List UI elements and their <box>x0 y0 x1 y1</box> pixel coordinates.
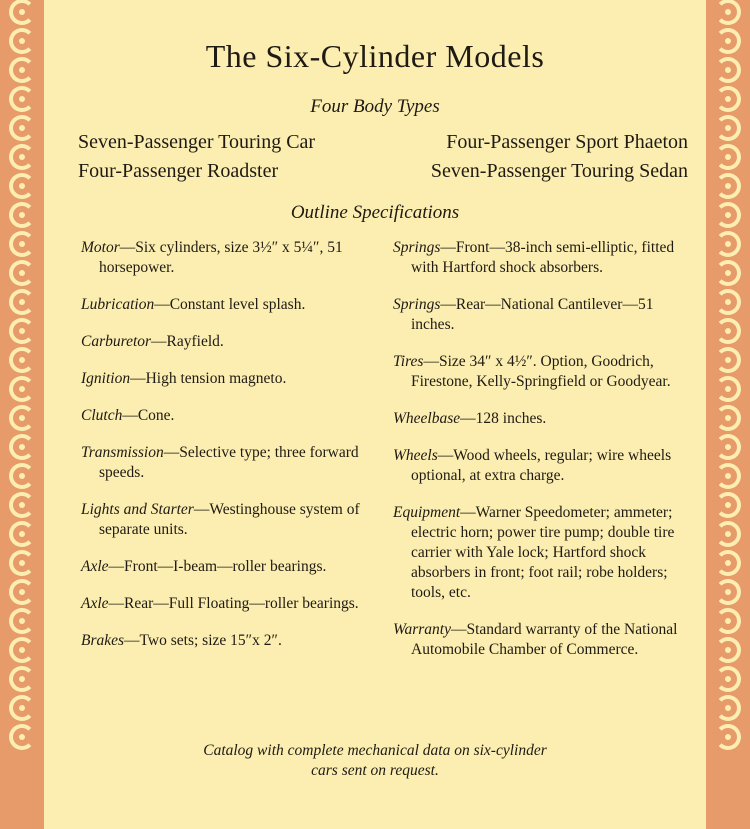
scroll-ornament-icon <box>715 550 741 576</box>
scroll-ornament-icon <box>715 347 741 373</box>
spec-text: —Front—38-inch semi-elliptic, fitted with Hartford shock absorbers. <box>411 239 675 276</box>
scroll-ornament-icon <box>9 579 35 605</box>
spec-text: —Rear—National Cantilever—51 inches. <box>411 296 654 333</box>
left-scroll-border <box>0 0 44 829</box>
scroll-ornament-icon <box>715 434 741 460</box>
scroll-ornament-icon <box>715 608 741 634</box>
scroll-ornament-icon <box>9 86 35 112</box>
scroll-ornament-icon <box>9 289 35 315</box>
spec-term: Axle <box>81 595 109 612</box>
scroll-ornament-icon <box>715 231 741 257</box>
spec-text: —Rear—Full Floating—roller bearings. <box>108 595 359 612</box>
spec-item <box>81 332 366 352</box>
spec-item <box>81 295 366 315</box>
spec-item <box>81 631 366 651</box>
spec-term: Brakes <box>81 632 125 649</box>
spec-term: Ignition <box>81 370 131 387</box>
scroll-ornament-icon <box>715 318 741 344</box>
scroll-ornament-icon <box>715 0 741 25</box>
spec-text: —Standard warranty of the National Automobile Chamber of Commerce. <box>411 621 678 658</box>
scroll-ornament-icon <box>9 173 35 199</box>
body-type: Four-Passenger Sport Phaeton <box>446 131 688 153</box>
spec-term: Springs <box>393 296 441 313</box>
scroll-ornament-icon <box>715 173 741 199</box>
body-types-row <box>78 157 688 186</box>
catalog-note-line: Catalog with complete mechanical data on six-cylinder <box>203 742 547 759</box>
scroll-ornament-icon <box>715 521 741 547</box>
scroll-ornament-icon <box>715 28 741 54</box>
scroll-ornament-icon <box>715 579 741 605</box>
scroll-ornament-icon <box>715 724 741 750</box>
spec-term: Tires <box>393 353 424 370</box>
spec-term: Motor <box>81 239 120 256</box>
spec-text: —Selective type; three forward speeds. <box>99 444 359 481</box>
body-type: Seven-Passenger Touring Sedan <box>430 160 688 182</box>
spec-item <box>393 295 681 335</box>
page-title: The Six-Cylinder Models <box>205 38 545 74</box>
spec-term: Wheels <box>393 447 438 464</box>
spec-item <box>81 406 366 426</box>
scroll-ornament-icon <box>715 492 741 518</box>
spec-text: —128 inches. <box>460 410 547 427</box>
scroll-ornament-icon <box>9 695 35 721</box>
spec-item <box>393 352 681 392</box>
scroll-ornament-icon <box>9 637 35 663</box>
scroll-ornament-icon <box>9 666 35 692</box>
scroll-ornament-icon <box>9 463 35 489</box>
scroll-ornament-icon <box>9 724 35 750</box>
spec-text: —Warner Speedometer; ammeter; electric horn; power tire pump; double tire carrier with Yale lock; Hartford shock absorbers in front; foot rail; robe holders; tools, etc. <box>411 504 675 601</box>
scroll-ornament-icon <box>715 463 741 489</box>
spec-item <box>81 443 366 483</box>
spec-term: Equipment <box>393 504 461 521</box>
spec-item <box>81 369 366 389</box>
catalog-note-line: cars sent on request. <box>311 762 439 779</box>
body-type: Four-Passenger Roadster <box>78 160 279 182</box>
scroll-ornament-icon <box>9 521 35 547</box>
scroll-ornament-icon <box>9 144 35 170</box>
right-scroll-border <box>706 0 750 829</box>
scroll-ornament-icon <box>9 434 35 460</box>
spec-item <box>393 238 681 278</box>
scroll-ornament-icon <box>9 608 35 634</box>
scroll-ornament-icon <box>9 115 35 141</box>
body-types-list <box>78 128 688 186</box>
scroll-ornament-icon <box>715 144 741 170</box>
scroll-ornament-icon <box>9 376 35 402</box>
scroll-ornament-icon <box>9 231 35 257</box>
scroll-ornament-icon <box>715 405 741 431</box>
spec-term: Transmission <box>81 444 164 461</box>
scroll-ornament-icon <box>715 260 741 286</box>
spec-text: —Six cylinders, size 3½″ x 5¼″, 51 horsepower. <box>99 239 343 276</box>
body-type: Seven-Passenger Touring Car <box>78 131 316 153</box>
spec-item <box>393 409 681 429</box>
catalog-note <box>44 741 706 781</box>
scroll-ornament-icon <box>715 202 741 228</box>
spec-text: —Front—I-beam—roller bearings. <box>108 558 327 575</box>
spec-term: Wheelbase <box>393 410 461 427</box>
scroll-ornament-icon <box>9 347 35 373</box>
spec-item <box>81 594 366 614</box>
scroll-ornament-icon <box>715 289 741 315</box>
scroll-ornament-icon <box>715 695 741 721</box>
spec-term: Lights and Starter <box>81 501 194 518</box>
specifications-right-column <box>393 238 681 677</box>
scroll-ornament-icon <box>9 318 35 344</box>
spec-text: —Wood wheels, regular; wire wheels optional, at extra charge. <box>411 447 672 484</box>
spec-term: Springs <box>393 239 441 256</box>
spec-item <box>393 446 681 486</box>
spec-term: Clutch <box>81 407 123 424</box>
scroll-ornament-icon <box>715 57 741 83</box>
scroll-ornament-icon <box>9 260 35 286</box>
spec-term: Warranty <box>393 621 451 638</box>
scroll-ornament-icon <box>9 405 35 431</box>
spec-text: —Two sets; size 15″x 2″. <box>124 632 282 649</box>
spec-text: —High tension magneto. <box>130 370 287 387</box>
scroll-ornament-icon <box>9 550 35 576</box>
spec-term: Axle <box>81 558 109 575</box>
spec-item <box>81 238 366 278</box>
spec-item <box>81 500 366 540</box>
spec-item <box>81 557 366 577</box>
body-types-heading: Four Body Types <box>310 96 440 117</box>
spec-term: Lubrication <box>81 296 155 313</box>
scroll-ornament-icon <box>715 115 741 141</box>
scroll-ornament-icon <box>715 376 741 402</box>
spec-text: —Cone. <box>122 407 175 424</box>
scroll-ornament-icon <box>715 637 741 663</box>
spec-item <box>393 503 681 603</box>
spec-text: —Constant level splash. <box>154 296 306 313</box>
scroll-ornament-icon <box>715 86 741 112</box>
spec-text: —Rayfield. <box>151 333 224 350</box>
spec-text: —Size 34″ x 4½″. Option, Goodrich, Firestone, Kelly-Springfield or Goodyear. <box>411 353 671 390</box>
scroll-ornament-icon <box>9 492 35 518</box>
scroll-ornament-icon <box>9 57 35 83</box>
specifications-left-column <box>81 238 366 668</box>
specifications-heading: Outline Specifications <box>290 202 460 223</box>
scroll-ornament-icon <box>9 28 35 54</box>
spec-term: Carburetor <box>81 333 152 350</box>
body-types-row <box>78 128 688 157</box>
spec-item <box>393 620 681 660</box>
scroll-ornament-icon <box>9 202 35 228</box>
scroll-ornament-icon <box>715 666 741 692</box>
spec-text: —Westinghouse system of separate units. <box>99 501 360 538</box>
scroll-ornament-icon <box>9 0 35 25</box>
catalog-page <box>44 0 706 829</box>
